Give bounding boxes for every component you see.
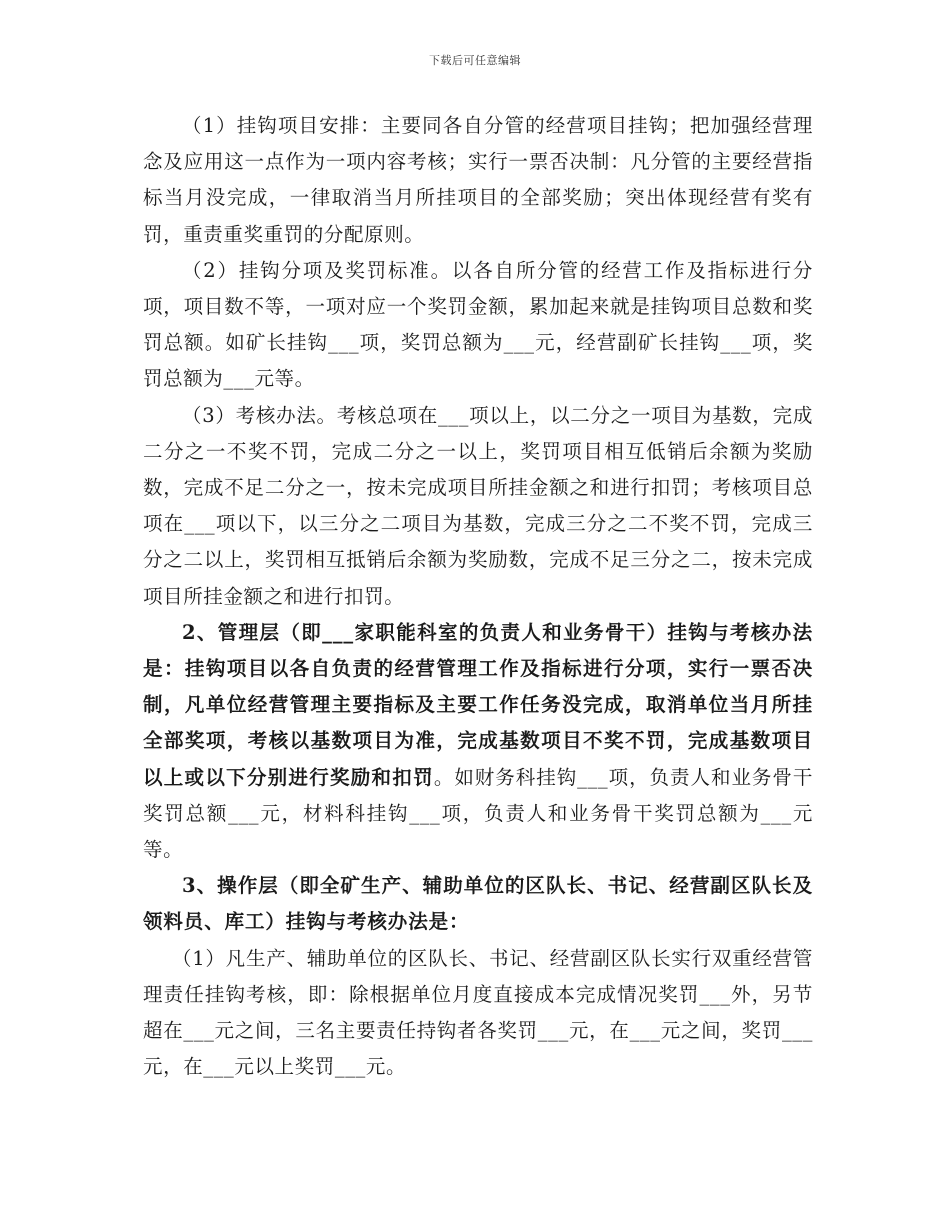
- paragraph-operation-layer: 3、操作层（即全矿生产、辅助单位的区队长、书记、经营副区队长及领料员、库工）挂钩与考核办法是：: [143, 874, 813, 934]
- management-layer-bold-text: 2、管理层（即___家职能科室的负责人和业务骨干）挂钩与考核办法是：挂钩项目以各自负责的经营管理工作及指标进行分项，实行一票否决制，凡单位经营管理主要指标及主要工作任务没完成，取消单位当月所挂全部奖项，考核以基数项目为准，完成基数项目不奖不罚，完成基数项目以上或以下分别进行奖励和扣罚: [143, 620, 813, 789]
- paragraph-dual-responsibility: （1）凡生产、辅助单位的区队长、书记、经营副区队长实行双重经营管理责任挂钩考核，即：除根据单位月度直接成本完成情况奖罚___外，另节超在___元之间，三名主要责任持钩者各奖罚___元，在___元之间，奖罚___元，在___元以上奖罚___元。: [143, 946, 813, 1079]
- page-header: 下载后可任意编辑: [429, 54, 521, 67]
- paragraph-management-layer: [143, 615, 813, 868]
- paragraph-hook-standards: （2）挂钩分项及奖罚标准。以各自所分管的经营工作及指标进行分项，项目数不等，一项对应一个奖罚金额，累加起来就是挂钩项目总数和奖罚总额。如矿长挂钩___项，奖罚总额为___元，经营副矿长挂钩___项，奖罚总额为___元等。: [143, 258, 813, 391]
- paragraph-assessment-method: （3）考核办法。考核总项在___项以上，以二分之一项目为基数，完成二分之一不奖不罚，完成二分之一以上，奖罚项目相互低销后余额为奖励数，完成不足二分之一，按未完成项目所挂金额之和进行扣罚；考核项目总项在___项以下，以三分之二项目为基数，完成三分之二不奖不罚，完成三分之二以上，奖罚相互抵销后余额为奖励数，完成不足三分之二，按未完成项目所挂金额之和进行扣罚。: [143, 403, 813, 608]
- management-layer-plain-text: 。如财务科挂钩___项，负责人和业务骨干奖罚总额___元，材料科挂钩___项，负责人和业务骨干奖罚总额为___元等。: [143, 765, 813, 862]
- paragraph-hook-arrangement: （1）挂钩项目安排：主要同各自分管的经营项目挂钩；把加强经营理念及应用这一点作为一项内容考核；实行一票否决制：凡分管的主要经营指标当月没完成，一律取消当月所挂项目的全部奖励；突出体现经营有奖有罚，重责重奖重罚的分配原则。: [143, 114, 813, 246]
- document-body: [143, 108, 813, 1085]
